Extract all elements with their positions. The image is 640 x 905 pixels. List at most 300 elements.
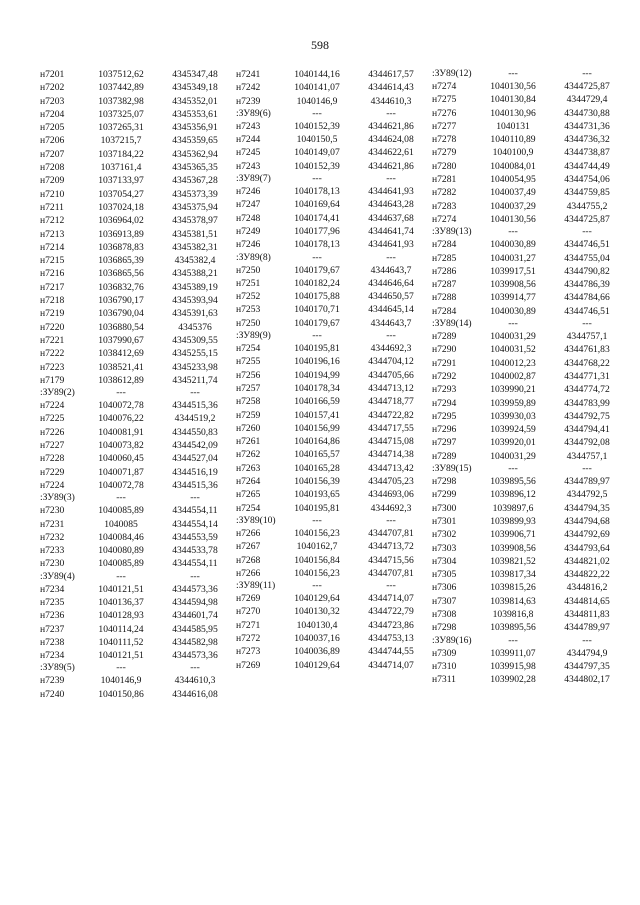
point-id: н7246	[236, 186, 261, 198]
point-row	[236, 554, 428, 567]
y-coordinate: 4344761,83	[564, 344, 610, 356]
point-id: н7298	[432, 476, 457, 488]
parcel-header-row	[236, 252, 428, 264]
x-coordinate: 1040031,52	[490, 344, 536, 356]
x-coordinate: 1040114,24	[98, 623, 144, 635]
x-coordinate: 1040130,56	[490, 81, 536, 92]
point-id: н7302	[432, 529, 457, 541]
point-row	[432, 330, 624, 343]
x-coordinate: 1040012,23	[490, 357, 536, 369]
x-coordinate: 1039816,8	[492, 608, 534, 620]
x-coordinate: 1039908,56	[490, 542, 536, 554]
point-id: н7223	[40, 361, 65, 373]
y-coordinate: 4345382,31	[172, 241, 218, 253]
y-coordinate: 4344744,55	[368, 646, 414, 658]
point-id: н7238	[40, 636, 65, 648]
point-row	[40, 201, 232, 214]
point-id: н7274	[432, 213, 457, 225]
point-id: н7248	[236, 212, 261, 224]
x-coordinate: ---	[312, 514, 322, 526]
x-coordinate: 1039930,03	[490, 410, 536, 422]
point-id: н7253	[236, 304, 261, 316]
x-coordinate: ---	[116, 492, 126, 504]
y-coordinate: ---	[386, 107, 396, 119]
point-id: н7268	[236, 554, 261, 566]
point-id: :ЗУ89(3)	[40, 492, 75, 504]
x-coordinate: 1040182,24	[294, 277, 340, 289]
x-coordinate: 1040080,89	[98, 545, 144, 557]
x-coordinate: 1036865,39	[98, 255, 144, 267]
point-row	[236, 355, 428, 368]
x-coordinate: 1039917,51	[490, 265, 536, 277]
y-coordinate: 4345391,63	[172, 308, 218, 320]
point-row	[432, 93, 624, 106]
point-row	[40, 294, 232, 307]
point-id: н7232	[40, 531, 65, 543]
y-coordinate: 4344646,64	[368, 277, 414, 289]
y-coordinate: 4344789,97	[564, 622, 610, 634]
point-row	[236, 317, 428, 330]
x-coordinate: 1040084,01	[490, 160, 536, 172]
point-row	[236, 133, 428, 146]
x-coordinate: ---	[312, 251, 322, 263]
point-id: н7295	[432, 410, 457, 422]
point-row	[236, 619, 428, 632]
point-row	[40, 531, 232, 544]
point-id: н7287	[432, 279, 457, 291]
y-coordinate: 4344554,11	[172, 505, 218, 517]
point-row	[236, 264, 428, 277]
parcel-header-row	[40, 571, 232, 583]
y-coordinate: 4344610,3	[370, 95, 412, 107]
point-id: н7293	[432, 384, 457, 396]
x-coordinate: 1040179,67	[294, 317, 340, 329]
point-row	[236, 120, 428, 133]
page-number: 598	[311, 38, 329, 52]
point-row	[40, 426, 232, 439]
x-coordinate: 1039908,56	[490, 279, 536, 291]
y-coordinate: 4344792,75	[564, 410, 610, 422]
point-row	[432, 475, 624, 488]
point-id: н7203	[40, 95, 65, 107]
x-coordinate: 1039920,01	[490, 437, 536, 449]
point-id: н7239	[40, 675, 65, 687]
y-coordinate: 4344754,06	[564, 174, 610, 186]
y-coordinate: ---	[190, 492, 200, 504]
y-coordinate: 4344755,2	[566, 200, 608, 212]
x-coordinate: ---	[508, 318, 518, 330]
x-coordinate: ---	[508, 68, 518, 79]
y-coordinate: 4345352,01	[172, 95, 218, 107]
y-coordinate: 4345375,94	[172, 201, 218, 213]
x-coordinate: 1040144,16	[294, 69, 340, 80]
x-coordinate: 1039914,77	[490, 292, 536, 304]
x-coordinate: 1040174,41	[294, 212, 340, 224]
point-row	[432, 621, 624, 634]
point-row	[432, 423, 624, 436]
point-id: :ЗУ89(15)	[432, 463, 472, 475]
y-coordinate: 4344715,08	[368, 436, 414, 448]
x-coordinate: 1039924,59	[490, 424, 536, 436]
x-coordinate: 1039902,28	[490, 674, 536, 686]
point-id: н7208	[40, 162, 65, 174]
point-id: н7288	[432, 292, 457, 304]
point-row	[236, 502, 428, 515]
point-id: н7235	[40, 596, 65, 608]
point-row	[432, 542, 624, 555]
y-coordinate: 4344757,1	[566, 450, 608, 462]
y-coordinate: 4344792,5	[566, 489, 608, 501]
point-id: н7243	[236, 160, 261, 172]
point-id: :ЗУ89(12)	[432, 68, 472, 79]
y-coordinate: 4345365,35	[172, 162, 218, 174]
point-id: н7266	[236, 527, 261, 539]
point-row	[432, 436, 624, 449]
point-id: н7308	[432, 608, 457, 620]
point-row	[40, 321, 232, 334]
point-row	[432, 660, 624, 673]
point-id: н7267	[236, 541, 261, 553]
x-coordinate: 1040111,52	[98, 636, 144, 648]
point-id: н7269	[236, 593, 261, 605]
parcel-header-row	[236, 330, 428, 342]
point-id: н7239	[236, 95, 261, 107]
point-row	[236, 290, 428, 303]
x-coordinate: 1040121,51	[98, 650, 144, 662]
y-coordinate: 4345233,98	[172, 361, 218, 373]
point-id: н7284	[432, 305, 457, 317]
x-coordinate: ---	[508, 226, 518, 238]
point-id: н7307	[432, 595, 457, 607]
x-coordinate: 1040081,91	[98, 426, 144, 438]
x-coordinate: 1037990,67	[98, 334, 144, 346]
point-id: :ЗУ89(16)	[432, 634, 472, 646]
point-id: н7251	[236, 277, 261, 289]
y-coordinate: 4344707,81	[368, 527, 414, 539]
point-row	[40, 267, 232, 280]
y-coordinate: 4344802,17	[564, 674, 610, 686]
y-coordinate: 4344723,86	[368, 619, 414, 631]
y-coordinate: 4344573,36	[172, 650, 218, 662]
y-coordinate: 4345388,21	[172, 268, 218, 280]
y-coordinate: 4344624,08	[368, 134, 414, 146]
x-coordinate: 1037161,4	[100, 162, 142, 174]
point-id: н7233	[40, 545, 65, 557]
y-coordinate: 4345309,55	[172, 334, 218, 346]
point-row	[40, 623, 232, 636]
y-coordinate: 4345349,18	[172, 82, 218, 94]
point-id: н7283	[432, 200, 457, 212]
y-coordinate: 4344610,3	[174, 675, 216, 687]
point-id: н7206	[40, 135, 65, 147]
point-row	[40, 174, 232, 187]
point-id: н7204	[40, 108, 65, 120]
x-coordinate: 1038612,89	[98, 374, 144, 386]
x-coordinate: 1040146,9	[296, 95, 338, 107]
point-row	[236, 212, 428, 225]
x-coordinate: 1040175,88	[294, 291, 340, 303]
point-id: н7234	[40, 583, 65, 595]
point-row	[236, 527, 428, 540]
point-row	[432, 488, 624, 501]
point-row	[40, 68, 232, 81]
point-id: н7292	[432, 370, 457, 382]
y-coordinate: 4344746,51	[564, 239, 610, 251]
point-id: н7252	[236, 291, 261, 303]
point-id: н7202	[40, 82, 65, 94]
x-coordinate: 1040150,86	[98, 688, 144, 700]
point-row	[236, 632, 428, 645]
point-id: н7284	[432, 239, 457, 251]
point-id: н7209	[40, 175, 65, 187]
x-coordinate: 1037382,98	[98, 95, 144, 107]
y-coordinate: ---	[386, 514, 396, 526]
y-coordinate: 4344692,3	[370, 502, 412, 514]
point-row	[40, 518, 232, 531]
x-coordinate: 1040084,46	[98, 531, 144, 543]
x-coordinate: 1039897,6	[492, 502, 534, 514]
point-row	[432, 528, 624, 541]
point-id: н7270	[236, 606, 261, 618]
point-id: :ЗУ89(13)	[432, 226, 472, 238]
y-coordinate: 4344755,04	[564, 252, 610, 264]
x-coordinate: 1037024,18	[98, 201, 144, 213]
x-coordinate: 1040072,78	[98, 400, 144, 412]
point-id: н7222	[40, 348, 65, 360]
point-id: н7247	[236, 199, 261, 211]
x-coordinate: 1039817,34	[490, 569, 536, 581]
y-coordinate: 4344553,59	[172, 531, 218, 543]
point-row	[432, 173, 624, 186]
point-row	[40, 241, 232, 254]
point-id: н7274	[432, 81, 457, 92]
point-id: н7311	[432, 674, 456, 686]
parcel-header-row	[40, 662, 232, 674]
x-coordinate: 1040130,56	[490, 213, 536, 225]
point-id: н7281	[432, 174, 457, 186]
point-row	[236, 95, 428, 108]
point-id: н7310	[432, 660, 457, 672]
point-id: н7225	[40, 413, 65, 425]
point-id: :ЗУ89(2)	[40, 387, 75, 399]
y-coordinate: 4344714,07	[368, 593, 414, 605]
point-id: н7201	[40, 69, 65, 80]
point-id: н7289	[432, 331, 457, 343]
x-coordinate: 1040146,9	[100, 675, 142, 687]
x-coordinate: 1036790,04	[98, 308, 144, 320]
point-row	[40, 361, 232, 374]
y-coordinate: 4344790,82	[564, 265, 610, 277]
y-coordinate: 4345359,65	[172, 135, 218, 147]
y-coordinate: 4345362,94	[172, 148, 218, 160]
y-coordinate: 4344582,98	[172, 636, 218, 648]
point-row	[432, 200, 624, 213]
coordinate-column-3	[432, 68, 624, 686]
y-coordinate: 4345211,74	[172, 374, 218, 386]
point-id: н7230	[40, 505, 65, 517]
point-id: н7224	[40, 479, 65, 491]
point-row	[40, 466, 232, 479]
x-coordinate: 1039915,98	[490, 660, 536, 672]
x-coordinate: 1040076,22	[98, 413, 144, 425]
point-id: н7305	[432, 569, 457, 581]
x-coordinate: 1040072,78	[98, 479, 144, 491]
point-row	[432, 410, 624, 423]
y-coordinate: 4344643,7	[370, 264, 412, 276]
parcel-header-row	[432, 463, 624, 475]
y-coordinate: 4344519,2	[174, 413, 216, 425]
point-row	[236, 277, 428, 290]
x-coordinate: 1040165,57	[294, 449, 340, 461]
x-coordinate: 1040060,45	[98, 453, 144, 465]
y-coordinate: 4345378,97	[172, 215, 218, 227]
y-coordinate: 4344641,74	[368, 225, 414, 237]
point-id: н7261	[236, 436, 261, 448]
y-coordinate: 4344822,22	[564, 569, 610, 581]
x-coordinate: 1040193,65	[294, 489, 340, 501]
y-coordinate: 4344792,08	[564, 437, 610, 449]
point-id: н7242	[236, 82, 261, 94]
x-coordinate: 1039896,12	[490, 489, 536, 501]
x-coordinate: 1037133,97	[98, 175, 144, 187]
x-coordinate: ---	[508, 634, 518, 646]
point-row	[40, 479, 232, 492]
point-id: н7279	[432, 147, 457, 159]
point-row	[432, 238, 624, 251]
parcel-header-row	[236, 173, 428, 185]
y-coordinate: 4344704,12	[368, 356, 414, 368]
y-coordinate: 4344725,87	[564, 81, 610, 92]
point-id: н7245	[236, 147, 261, 159]
point-id: н7237	[40, 623, 65, 635]
point-row	[40, 439, 232, 452]
y-coordinate: 4344705,23	[368, 476, 414, 488]
x-coordinate: 1040156,84	[294, 554, 340, 566]
point-id: :ЗУ89(7)	[236, 173, 271, 185]
x-coordinate: 1040141,07	[294, 82, 340, 94]
x-coordinate: 1040156,99	[294, 422, 340, 434]
y-coordinate: 4344753,13	[368, 632, 414, 644]
point-row	[236, 225, 428, 238]
x-coordinate: 1040149,07	[294, 147, 340, 159]
y-coordinate: 4344714,38	[368, 449, 414, 461]
x-coordinate: 1040031,29	[490, 331, 536, 343]
y-coordinate: 4344705,66	[368, 369, 414, 381]
point-id: н7230	[40, 558, 65, 570]
y-coordinate: 4344744,49	[564, 160, 610, 172]
y-coordinate: 4344621,86	[368, 120, 414, 132]
point-row	[432, 647, 624, 660]
y-coordinate: 4344783,99	[564, 397, 610, 409]
y-coordinate: 4344738,87	[564, 147, 610, 159]
y-coordinate: 4344794,9	[566, 647, 608, 659]
point-row	[432, 120, 624, 133]
y-coordinate: ---	[386, 173, 396, 185]
point-id: н7231	[40, 518, 65, 530]
point-id: н7304	[432, 555, 457, 567]
point-row	[432, 397, 624, 410]
y-coordinate: 4344614,43	[368, 82, 414, 94]
point-id: н7289	[432, 450, 457, 462]
point-id: н7257	[236, 382, 261, 394]
y-coordinate: ---	[582, 68, 592, 79]
y-coordinate: ---	[582, 634, 592, 646]
point-row	[432, 305, 624, 318]
point-row	[236, 146, 428, 159]
point-row	[432, 581, 624, 594]
x-coordinate: ---	[116, 662, 126, 674]
point-id: н7217	[40, 281, 65, 293]
y-coordinate: 4344641,93	[368, 186, 414, 198]
point-row	[40, 228, 232, 241]
x-coordinate: 1039815,26	[490, 582, 536, 594]
y-coordinate: 4344729,4	[566, 94, 608, 106]
x-coordinate: 1037442,89	[98, 82, 144, 94]
y-coordinate: 4344650,57	[368, 291, 414, 303]
point-id: н7234	[40, 650, 65, 662]
point-row	[40, 688, 232, 701]
point-row	[40, 374, 232, 387]
y-coordinate: 4344542,09	[172, 440, 218, 452]
point-id: н7254	[236, 502, 261, 514]
x-coordinate: 1040165,28	[294, 462, 340, 474]
point-row	[40, 307, 232, 320]
point-id: н7277	[432, 120, 457, 132]
x-coordinate: ---	[312, 107, 322, 119]
parcel-header-row	[432, 318, 624, 330]
point-row	[40, 81, 232, 94]
point-id: н7303	[432, 542, 457, 554]
point-row	[40, 504, 232, 517]
point-row	[40, 596, 232, 609]
x-coordinate: 1040085	[104, 518, 138, 530]
y-coordinate: 4344516,19	[172, 466, 218, 478]
point-id: н7211	[40, 201, 64, 213]
x-coordinate: 1040156,23	[294, 567, 340, 579]
x-coordinate: 1040164,86	[294, 436, 340, 448]
point-id: н7216	[40, 268, 65, 280]
point-id: н7285	[432, 252, 457, 264]
y-coordinate: 4344641,93	[368, 239, 414, 251]
point-id: н7258	[236, 396, 261, 408]
y-coordinate: 4345381,51	[172, 228, 218, 240]
y-coordinate: 4344643,28	[368, 199, 414, 211]
point-id: :ЗУ89(11)	[236, 580, 276, 592]
point-id: н7224	[40, 400, 65, 412]
point-id: н7205	[40, 122, 65, 134]
y-coordinate: 4344774,72	[564, 384, 610, 396]
point-row	[432, 252, 624, 265]
point-id: н7221	[40, 334, 65, 346]
x-coordinate: 1040036,89	[294, 646, 340, 658]
point-row	[432, 160, 624, 173]
x-coordinate: 1040136,37	[98, 596, 144, 608]
point-id: н7298	[432, 622, 457, 634]
x-coordinate: ---	[312, 330, 322, 342]
point-id: н7244	[236, 134, 261, 146]
point-id: н7263	[236, 462, 261, 474]
y-coordinate: 4344789,97	[564, 476, 610, 488]
x-coordinate: 1040085,89	[98, 558, 144, 570]
point-id: н7272	[236, 632, 261, 644]
point-id: н7246	[236, 239, 261, 251]
y-coordinate: 4344515,36	[172, 479, 218, 491]
point-row	[432, 515, 624, 528]
point-row	[432, 555, 624, 568]
point-row	[236, 81, 428, 94]
y-coordinate: 4345347,48	[172, 69, 218, 80]
x-coordinate: 1037265,31	[98, 122, 144, 134]
